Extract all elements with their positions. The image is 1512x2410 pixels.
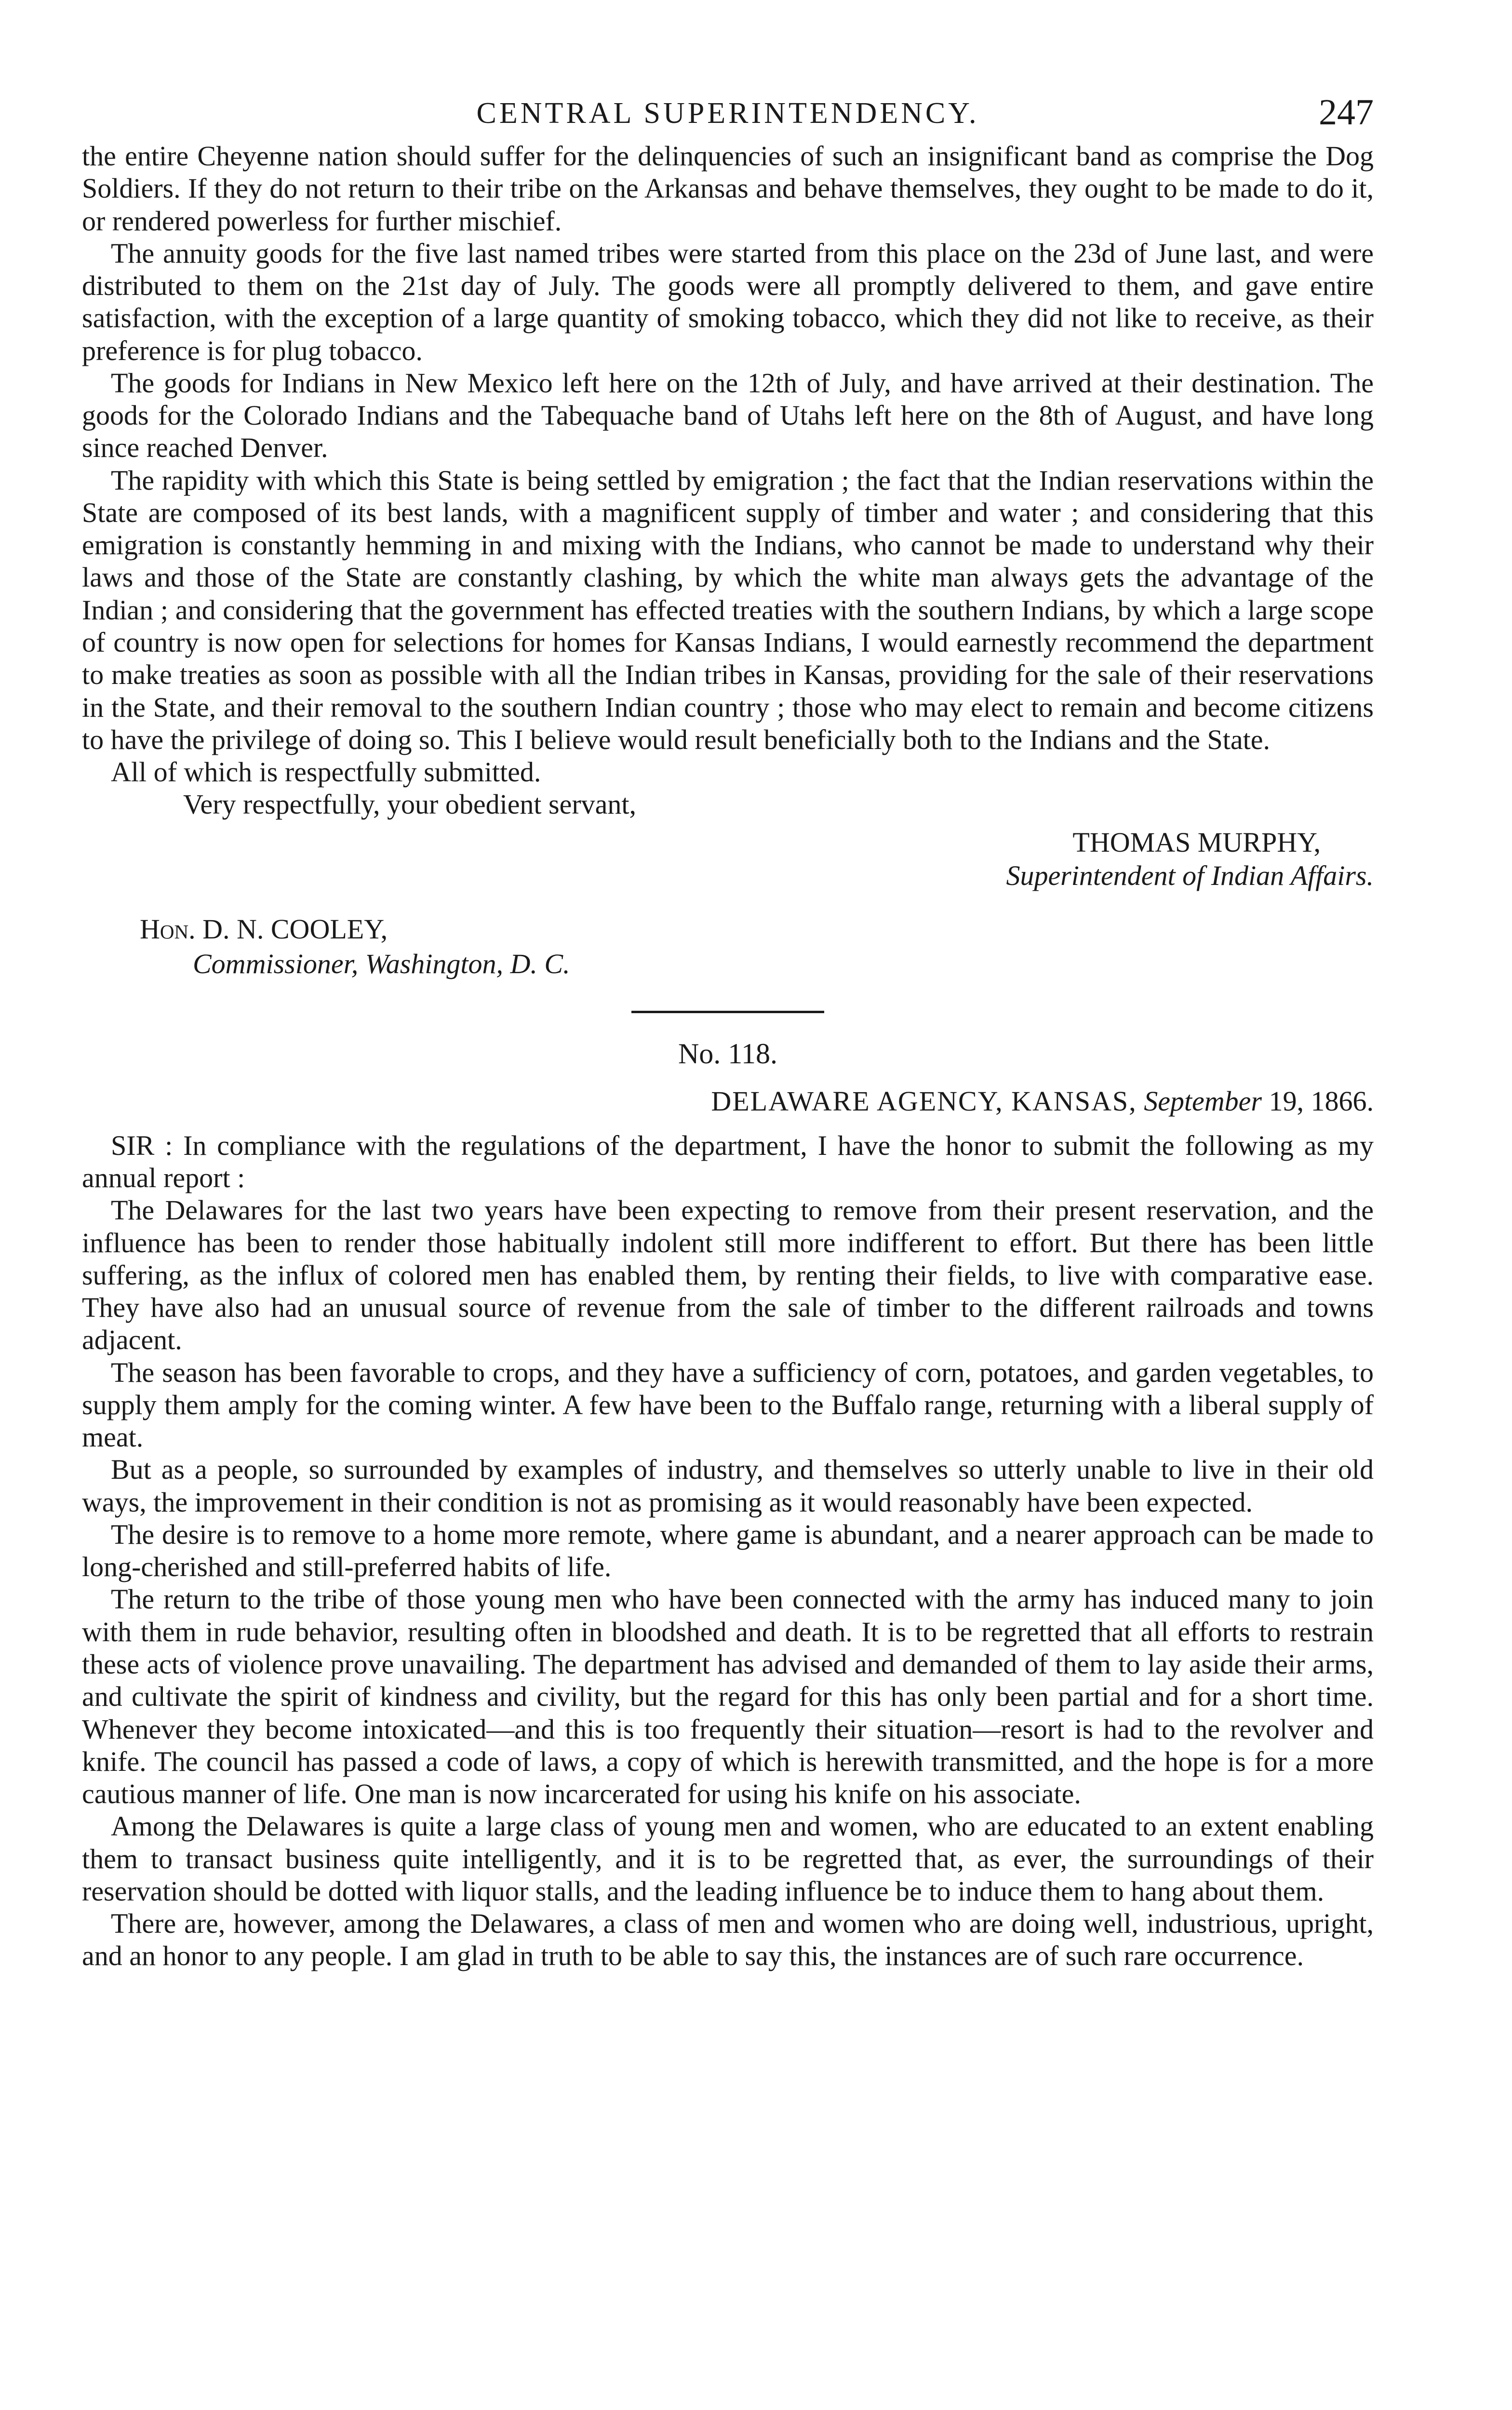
opening-paragraph xyxy=(82,1129,1374,1194)
letter-murphy xyxy=(82,140,1374,982)
running-header xyxy=(82,82,1374,140)
dateline-date: 19, 1866. xyxy=(1269,1085,1374,1117)
paragraph: The annuity goods for the five last named tribes were started from this place on the 23d of June last, and were distributed to them on the 21st day of July. The goods were all promptly delivered to them, and gave entire satisfaction, with the exception of a large quantity of smoking tobacco, which they did not like to receive, as their preference is for plug tobacco. xyxy=(82,237,1374,366)
closing-line: All of which is respectfully submitted. xyxy=(111,756,541,788)
paragraph: There are, however, among the Delawares, a class of men and women who are doing well, industrious, upright, and an honor to any people. I am glad in truth to be able to say this, the instances are of such rare occurrence. xyxy=(82,1908,1374,1972)
dateline-place: DELAWARE AGENCY, KANSAS, xyxy=(711,1085,1137,1117)
paragraph: The rapidity with which this State is being settled by emigration ; the fact that the Indian reservations within the State are composed of its best lands, with a magnificent supply of timber and water ; and considering that this emigration is constantly hemming in and mixing with the Indians, who cannot be made to understand why their laws and those of the State are constantly clashing, by which the white man always gets the advantage of the Indian ; and considering that the government has effected treaties with the southern Indians, by which a large scope of country is now open for selections for homes for Kansas Indians, I would earnestly recommend the department to make treaties as soon as possible with all the Indian tribes in Kansas, providing for the sale of their reservations in the State, and their removal to the southern Indian country ; those who may elect to remain and become citizens to have the privilege of doing so. This I believe would result beneficially both to the Indians and the State. xyxy=(82,464,1374,755)
paragraph: the entire Cheyenne nation should suffer for the delinquencies of such an insignificant band as comprise the Dog Soldiers. If they do not return to their tribe on the Arkansas and behave themselves, they ought to be made to do it, or rendered powerless for further mischief. xyxy=(82,140,1374,237)
paragraph: The Delawares for the last two years have been expecting to remove from their present reservation, and the influence has been to render those habitually indolent still more indifferent to effort. But there has been little suffering, as the influx of colored men has enabled them, by renting their fields, to live with comparative ease. They have also had an unusual source of revenue from the sale of timber to the different railroads and towns adjacent. xyxy=(82,1194,1374,1356)
valediction: Very respectfully, your obedient servant, xyxy=(183,789,637,820)
addressee-name: Hon. D. N. COOLEY, xyxy=(140,913,388,945)
page-number: 247 xyxy=(1319,92,1374,133)
dateline-month: September xyxy=(1144,1085,1262,1117)
letter-delaware-agency xyxy=(82,1037,1374,1972)
paragraph: But as a people, so surrounded by examples of industry, and themselves so utterly unable to live in their old ways, the improvement in their condition is not as promising as it would reasonably have been expected. xyxy=(82,1454,1374,1518)
document-page xyxy=(82,82,1374,1972)
document-number: No. 118. xyxy=(678,1037,778,1070)
signer-title: Superintendent of Indian Affairs. xyxy=(1006,860,1374,892)
opening-text: In compliance with the regulations of the department, I have the honor to submit the following as my annual report : xyxy=(82,1129,1374,1194)
addressee-block xyxy=(82,912,1374,982)
paragraph: Among the Delawares is quite a large class of young men and women, who are educated to an extent enabling them to transact business quite intelligently, and it is to be regretted that, as ever, the surroundings of their reservation should be dotted with liquor stalls, and the leading influence be to induce them to hang about them. xyxy=(82,1810,1374,1907)
running-title: CENTRAL SUPERINTENDENCY. xyxy=(476,97,979,130)
salutation: SIR : xyxy=(111,1129,173,1161)
addressee-role: Commissioner, Washington, D. C. xyxy=(193,948,570,980)
signature-block xyxy=(82,826,1374,893)
section-divider xyxy=(631,1011,824,1013)
paragraph: The return to the tribe of those young men who have been connected with the army has induced many to join with them in rude behavior, resulting often in bloodshed and death. It is to be regretted that all efforts to restrain these acts of violence prove unavailing. The department has advised and demanded of them to lay aside their arms, and cultivate the spirit of kindness and civility, but the regard for this has only been partial and for a short time. Whenever they become intoxicated—and this is too frequently their situation—resort is had to the revolver and knife. The council has passed a code of laws, a copy of which is herewith transmitted, and the hope is for a more cautious manner of life. One man is now incarcerated for using his knife on his associate. xyxy=(82,1583,1374,1810)
dateline xyxy=(82,1085,1374,1117)
paragraph: The goods for Indians in New Mexico left here on the 12th of July, and have arrived at their destination. The goods for the Colorado Indians and the Tabequache band of Utahs left here on the 8th of August, and have long since reached Denver. xyxy=(82,367,1374,464)
paragraph: The season has been favorable to crops, and they have a sufficiency of corn, potatoes, and garden vegetables, to supply them amply for the coming winter. A few have been to the Buffalo range, returning with a liberal supply of meat. xyxy=(82,1356,1374,1453)
signer-name: THOMAS MURPHY, xyxy=(1072,826,1321,858)
paragraph: The desire is to remove to a home more remote, where game is abundant, and a nearer approach can be made to long-cherished and still-preferred habits of life. xyxy=(82,1518,1374,1583)
